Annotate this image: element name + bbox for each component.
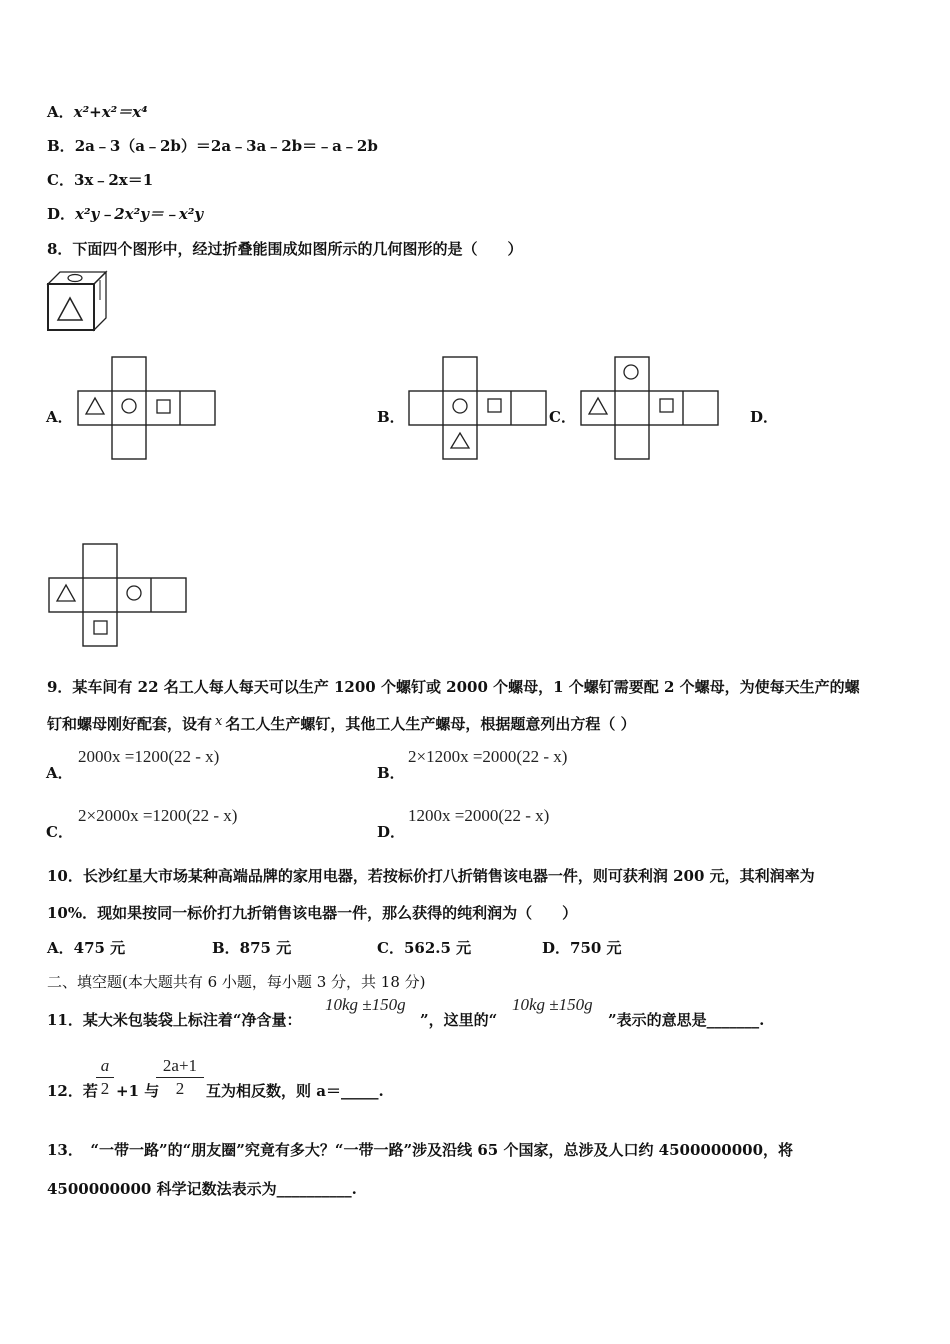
q9-option-b: 2×1200x =2000(22 - x) bbox=[408, 747, 568, 766]
q11-part3: ”表示的意思是_______. bbox=[608, 1011, 765, 1029]
q8-cube-figure bbox=[46, 268, 110, 334]
q8-net-a bbox=[77, 356, 217, 460]
section-heading: 二、填空题(本大题共有 6 小题，每小题 3 分，共 18 分) bbox=[47, 973, 426, 991]
q8-label-a: A． bbox=[46, 408, 73, 426]
q13-stem-line2: 4500000000 科学记数法表示为__________. bbox=[47, 1180, 357, 1198]
q10-stem-line2: 10%．现如果按同一标价打九折销售该电器一件，那么获得的纯利润为（ ） bbox=[47, 904, 578, 922]
q9-label-b: B． bbox=[377, 764, 405, 782]
q8-label-d: D． bbox=[750, 408, 779, 426]
q8-label-b: B． bbox=[377, 408, 405, 426]
q12-fraction-2 bbox=[156, 1056, 204, 1099]
q9-option-a: 2000x =1200(22 - x) bbox=[78, 747, 220, 766]
q10-option-d: D．750 元 bbox=[542, 939, 622, 957]
q7-option-d: D．x²y﹣2x²y＝﹣x²y bbox=[47, 205, 204, 223]
q11-part2: ”，这里的“ bbox=[420, 1011, 498, 1029]
q12-fraction-1 bbox=[96, 1056, 114, 1099]
q12-mid: +1 与 bbox=[116, 1082, 160, 1100]
q9-option-d: 1200x =2000(22 - x) bbox=[408, 806, 550, 825]
q13-stem-line1: 13． “一带一路”的“朋友圈”究竟有多大？“一带一路”涉及沿线 65 个国家，总涉及人口约 4500000000，将 bbox=[47, 1141, 794, 1159]
q8-net-d bbox=[48, 543, 188, 647]
q7-option-a: A．x²+x²＝x⁴ bbox=[47, 103, 148, 121]
q8-net-b bbox=[408, 356, 548, 460]
q9-label-c: C． bbox=[46, 823, 73, 841]
q12-suffix: 互为相反数，则 a＝_____. bbox=[206, 1082, 384, 1100]
q12-fraction-1-den: 2 bbox=[100, 1079, 110, 1098]
q12-fraction-2-num: 2a+1 bbox=[162, 1056, 198, 1075]
q12-fraction-1-num: a bbox=[100, 1056, 110, 1075]
q9-label-a: A． bbox=[46, 764, 73, 782]
q9-label-d: D． bbox=[377, 823, 406, 841]
q9-option-c: 2×2000x =1200(22 - x) bbox=[78, 806, 238, 825]
q10-option-b: B．875 元 bbox=[212, 939, 292, 957]
q10-option-c: C．562.5 元 bbox=[377, 939, 472, 957]
q12-fraction-2-den: 2 bbox=[175, 1079, 185, 1098]
q11-expr-2: 10kg ±150g bbox=[512, 995, 593, 1014]
q11-expr-1: 10kg ±150g bbox=[325, 995, 406, 1014]
q8-stem: 8．下面四个图形中，经过折叠能围成如图所示的几何图形的是（ ） bbox=[47, 240, 523, 258]
q12-prefix: 12．若 bbox=[47, 1082, 98, 1100]
q10-option-a: A．475 元 bbox=[47, 939, 126, 957]
q9-stem-line2: 钉和螺母刚好配套，设有 x 名工人生产螺钉，其他工人生产螺母，根据题意列出方程（ ） bbox=[47, 714, 636, 733]
q8-label-c: C． bbox=[549, 408, 576, 426]
q8-net-c bbox=[580, 356, 720, 460]
q7-option-b: B．2a﹣3（a﹣2b）＝2a﹣3a﹣2b＝﹣a﹣2b bbox=[47, 137, 378, 155]
q7-option-c: C．3x﹣2x＝1 bbox=[47, 171, 154, 189]
q9-stem-line1: 9．某车间有 22 名工人每人每天可以生产 1200 个螺钉或 2000 个螺母，1 个螺钉需要配 2 个螺母，为使每天生产的螺 bbox=[47, 678, 860, 696]
q11-part1: 11．某大米包装袋上标注着“净含量： bbox=[47, 1011, 302, 1029]
q10-stem-line1: 10．长沙红星大市场某种高端品牌的家用电器，若按标价打八折销售该电器一件，则可获利润 200 元，其利润率为 bbox=[47, 867, 815, 885]
